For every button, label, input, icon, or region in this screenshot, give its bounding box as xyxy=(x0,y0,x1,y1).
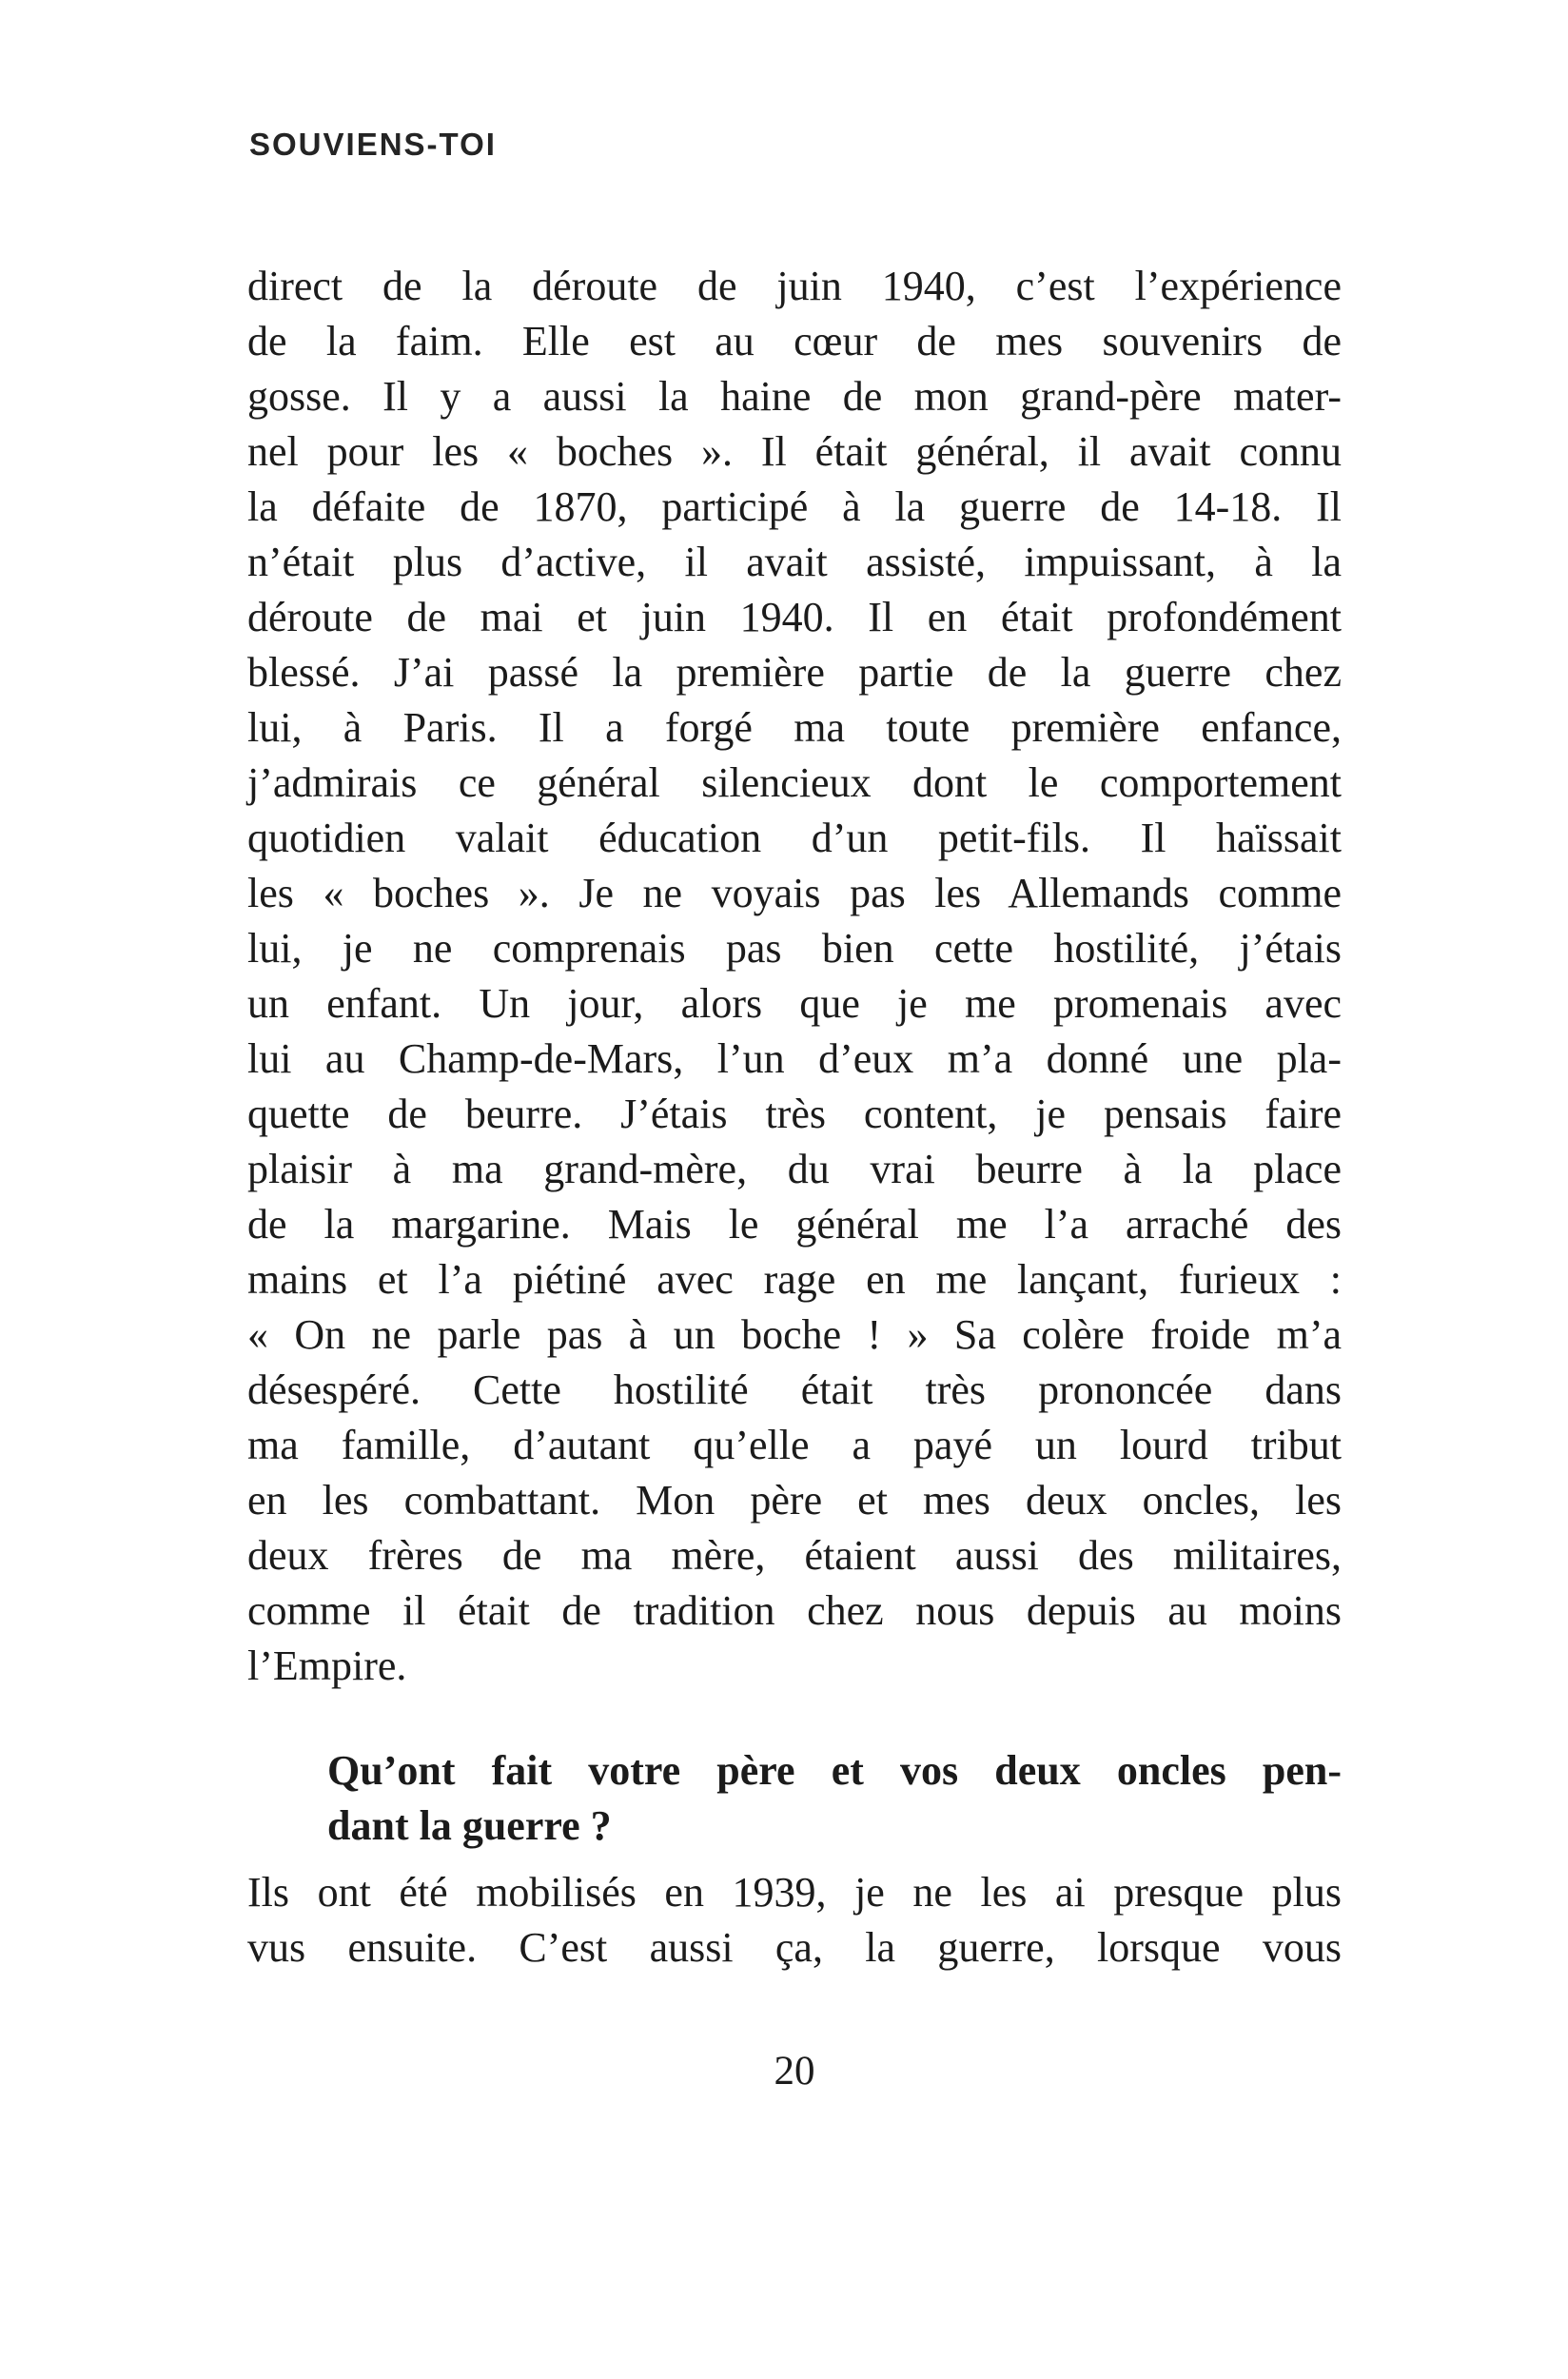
answer-line: Ils ont été mobilisés en 1939, je ne les ai presque plus xyxy=(247,1869,1342,1916)
text-line: les « boches ». Je ne voyais pas les Allemands comme xyxy=(247,870,1342,916)
text-line: nel pour les « boches ». Il était général, il avait connu xyxy=(247,428,1342,475)
text-line: deux frères de ma mère, étaient aussi des militaires, xyxy=(247,1532,1342,1579)
text-line: lui, je ne comprenais pas bien cette hostilité, j’étais xyxy=(247,925,1342,972)
text-line: j’admirais ce général silencieux dont le comportement xyxy=(247,759,1342,806)
answer-line: vus ensuite. C’est aussi ça, la guerre, lorsque vous xyxy=(247,1924,1342,1971)
text-line: de la faim. Elle est au cœur de mes souvenirs de xyxy=(247,318,1342,364)
text-line: direct de la déroute de juin 1940, c’est l’expérience xyxy=(247,263,1342,309)
page-number: 20 xyxy=(774,2049,815,2094)
text-line: n’était plus d’active, il avait assisté, impuissant, à la xyxy=(247,539,1342,585)
text-line: comme il était de tradition chez nous depuis au moins xyxy=(247,1587,1342,1634)
text-line: quette de beurre. J’étais très content, je pensais faire xyxy=(247,1091,1342,1137)
body-text xyxy=(247,259,1342,2099)
text-line: en les combattant. Mon père et mes deux oncles, les xyxy=(247,1477,1342,1524)
question-line: dant la guerre ? xyxy=(327,1802,612,1849)
text-line: ma famille, d’autant qu’elle a payé un lourd tribut xyxy=(247,1422,1342,1468)
interview-answer xyxy=(247,1865,1342,1976)
text-line: plaisir à ma grand-mère, du vrai beurre à la place xyxy=(247,1146,1342,1192)
text-line: de la margarine. Mais le général me l’a arraché des xyxy=(247,1201,1342,1248)
text-line: un enfant. Un jour, alors que je me promenais avec xyxy=(247,980,1342,1027)
question-line: Qu’ont fait votre père et vos deux oncles pen- xyxy=(327,1747,1342,1794)
running-header: SOUVIENS-TOI xyxy=(249,127,497,162)
text-line: « On ne parle pas à un boche ! » Sa colère froide m’a xyxy=(247,1311,1342,1358)
text-line: la défaite de 1870, participé à la guerre de 14-18. Il xyxy=(247,483,1342,530)
text-line: blessé. J’ai passé la première partie de la guerre chez xyxy=(247,649,1342,696)
interview-question xyxy=(247,1743,1342,1854)
text-line: déroute de mai et juin 1940. Il en était profondément xyxy=(247,594,1342,640)
text-line: lui au Champ-de-Mars, l’un d’eux m’a donné une pla- xyxy=(247,1035,1342,1082)
text-line: mains et l’a piétiné avec rage en me lançant, furieux : xyxy=(247,1256,1342,1303)
text-line: lui, à Paris. Il a forgé ma toute première enfance, xyxy=(247,704,1342,751)
text-line: gosse. Il y a aussi la haine de mon grand-père mater- xyxy=(247,373,1342,420)
text-line: l’Empire. xyxy=(247,1642,407,1689)
text-line: désespéré. Cette hostilité était très prononcée dans xyxy=(247,1366,1342,1413)
text-line: quotidien valait éducation d’un petit-fils. Il haïssait xyxy=(247,815,1342,861)
